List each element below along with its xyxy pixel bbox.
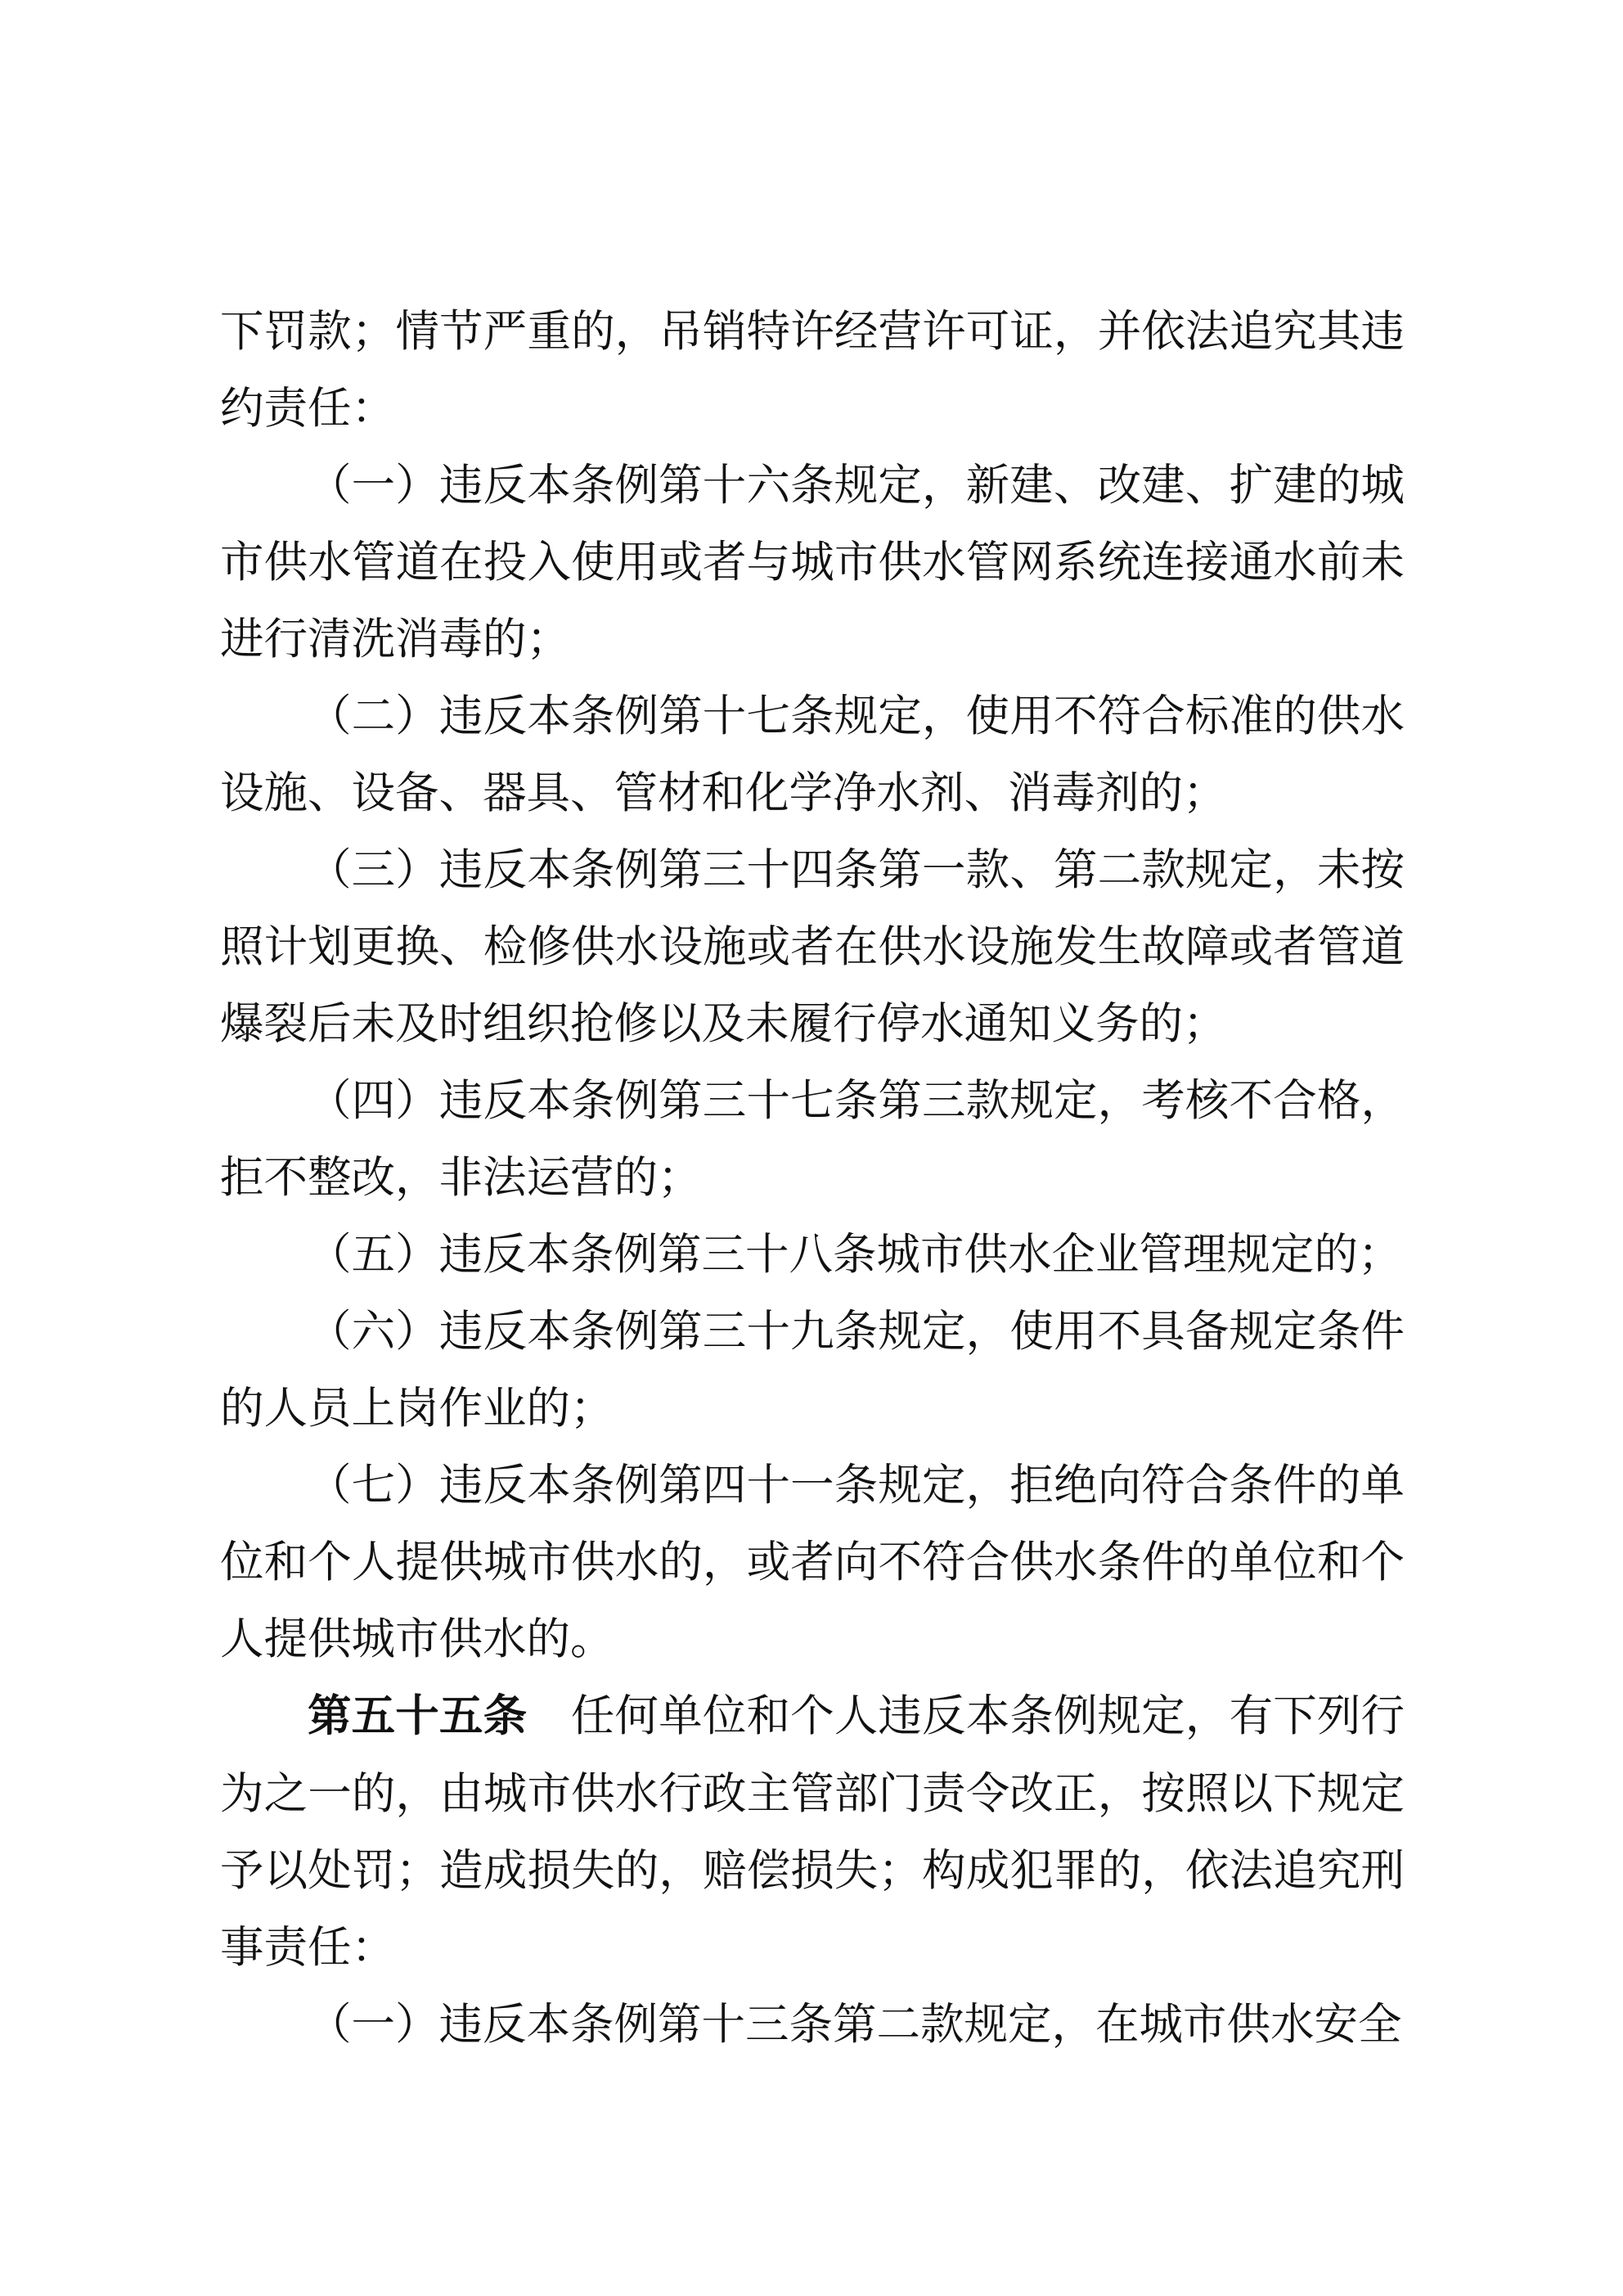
text-run: （六）违反本条例第三十九条规定，使用不具备规定条件的人员上岗作业的；: [220, 1307, 1405, 1433]
text-run: （七）违反本条例第四十一条规定，拒绝向符合条件的单位和个人提供城市供水的，或者向不符合供水条件的单位和个人提供城市供水的。: [220, 1461, 1405, 1663]
text-run: （四）违反本条例第三十七条第三款规定，考核不合格，拒不整改，非法运营的；: [220, 1076, 1405, 1202]
paragraph: [220, 831, 1405, 1062]
paragraph: [220, 1677, 1405, 1986]
paragraph: [220, 447, 1405, 678]
article-number: 第五十五条: [308, 1692, 528, 1740]
text-run: 任何单位和个人违反本条例规定，有下列行为之一的，由城市供水行政主管部门责令改正，按照以下规定予以处罚；造成损失的，赔偿损失；构成犯罪的，依法追究刑事责任：: [220, 1691, 1405, 1972]
paragraph: [220, 678, 1405, 831]
paragraph: [220, 293, 1405, 447]
paragraph: [220, 1447, 1405, 1677]
paragraph: [220, 1293, 1405, 1447]
text-run: （二）违反本条例第十七条规定，使用不符合标准的供水设施、设备、器具、管材和化学净水剂、消毒剂的；: [220, 691, 1405, 817]
paragraph: [220, 1986, 1405, 2063]
text-run: （一）违反本条例第十六条规定，新建、改建、扩建的城市供水管道在投入使用或者与城市供水管网系统连接通水前未进行清洗消毒的；: [220, 461, 1405, 664]
text-run: （五）违反本条例第三十八条城市供水企业管理规定的；: [308, 1230, 1402, 1279]
text-run: 下罚款；情节严重的，吊销特许经营许可证，并依法追究其违约责任：: [220, 307, 1405, 433]
legal-text-block: [220, 293, 1405, 2063]
text-run: （一）违反本条例第十三条第二款规定，在城市供水安全: [308, 2000, 1402, 2049]
paragraph: [220, 1062, 1405, 1216]
paragraph: [220, 1216, 1405, 1293]
text-run: （三）违反本条例第三十四条第一款、第二款规定，未按照计划更换、检修供水设施或者在供水设施发生故障或者管道爆裂后未及时组织抢修以及未履行停水通知义务的；: [220, 845, 1405, 1048]
